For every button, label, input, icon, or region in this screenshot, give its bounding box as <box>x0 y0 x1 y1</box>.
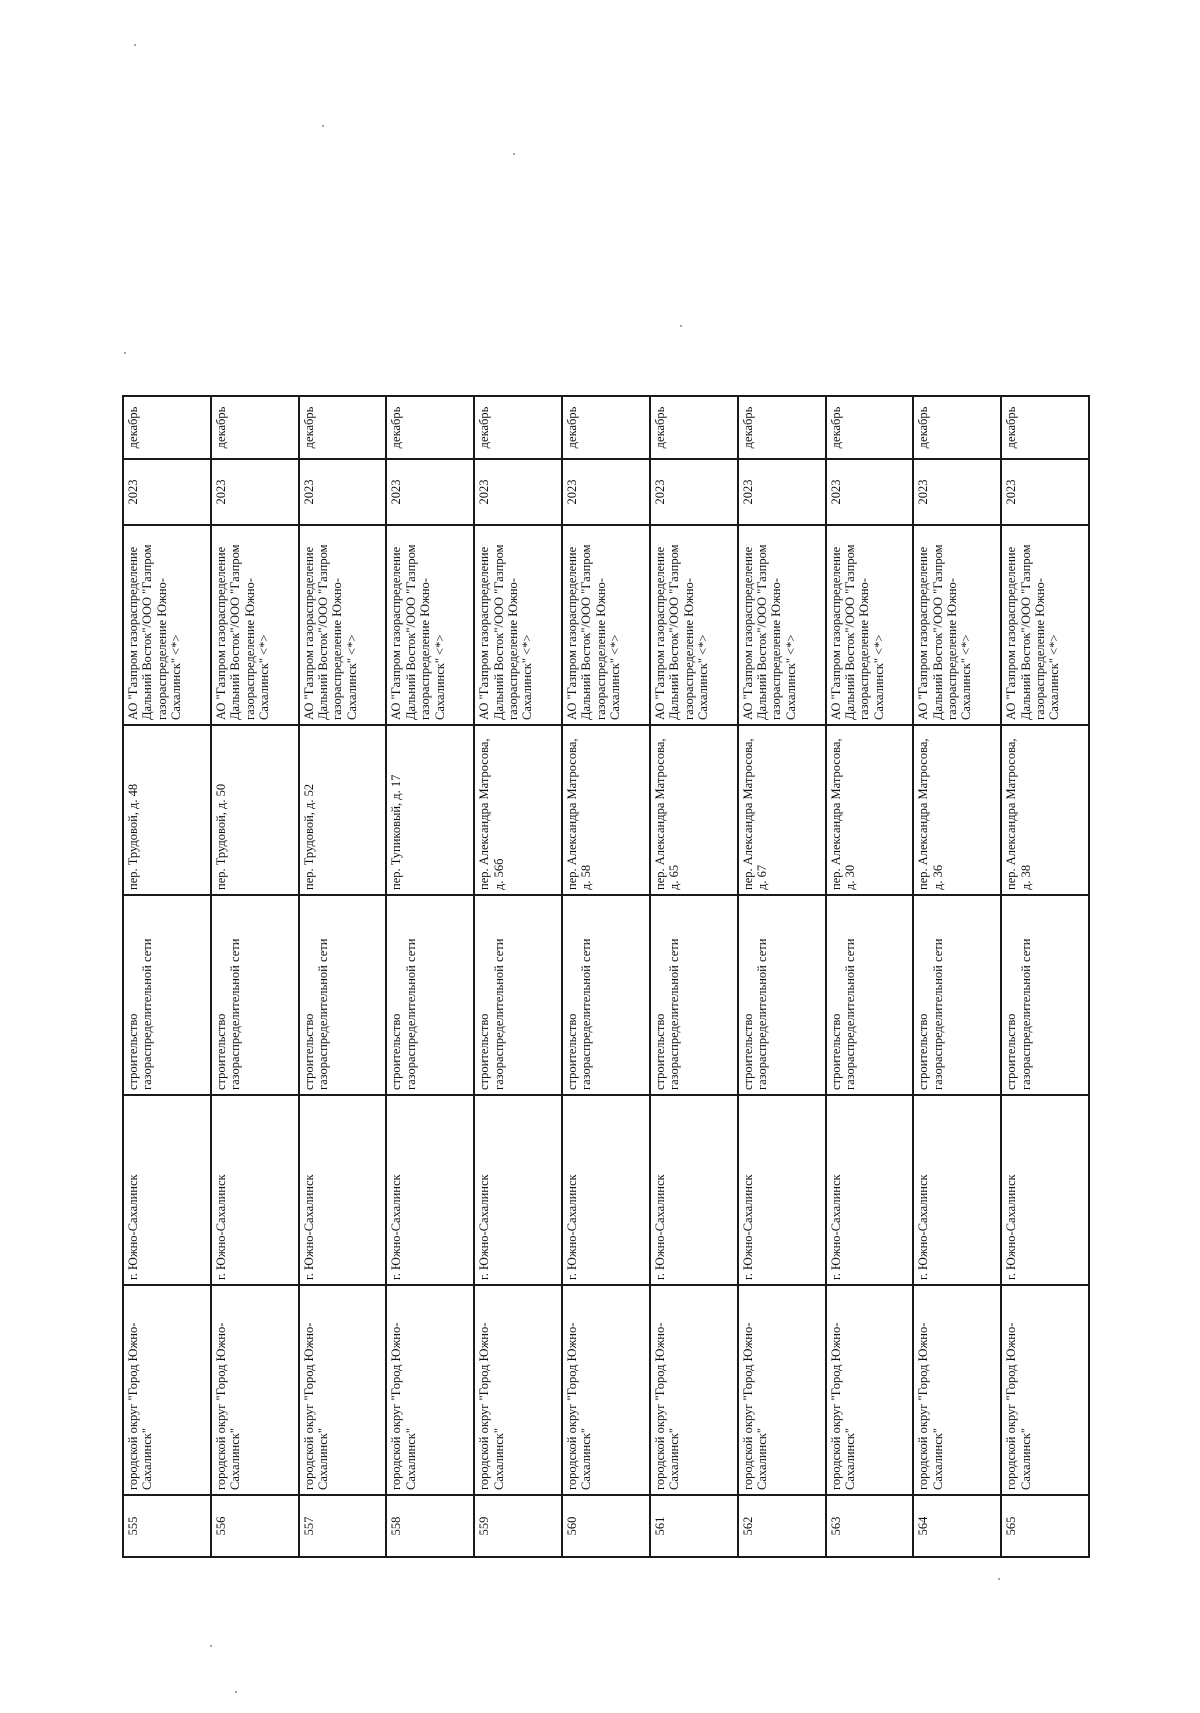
month-cell: декабрь <box>474 396 562 459</box>
municipality-cell: городской округ "Город Южно-Сахалинск" <box>738 1285 826 1495</box>
work-type-cell: строительство газораспределительной сети <box>1001 895 1089 1095</box>
municipality-cell: городской округ "Город Южно-Сахалинск" <box>211 1285 299 1495</box>
year-cell: 2023 <box>913 459 1001 525</box>
municipality-cell: городской округ "Город Южно-Сахалинск" <box>386 1285 474 1495</box>
rotated-table-container <box>122 397 1090 1558</box>
table-row <box>123 396 211 1557</box>
work-type-cell: строительство газораспределительной сети <box>826 895 914 1095</box>
organization-cell: АО "Газпром газораспределение Дальний Восток"/ООО "Газпром газораспределение Южно-Сахалинск" <*> <box>738 525 826 725</box>
organization-cell: АО "Газпром газораспределение Дальний Восток"/ООО "Газпром газораспределение Южно-Сахалинск" <*> <box>826 525 914 725</box>
table-row <box>826 396 914 1557</box>
municipality-cell: городской округ "Город Южно-Сахалинск" <box>826 1285 914 1495</box>
work-type-cell: строительство газораспределительной сети <box>299 895 387 1095</box>
table-row <box>650 396 738 1557</box>
month-cell: декабрь <box>123 396 211 459</box>
year-cell: 2023 <box>299 459 387 525</box>
scan-speck <box>235 1691 237 1693</box>
year-cell: 2023 <box>826 459 914 525</box>
year-cell: 2023 <box>123 459 211 525</box>
address-cell: пер. Александра Матросова, д. 56б <box>474 725 562 895</box>
address-cell: пер. Трудовой, д. 52 <box>299 725 387 895</box>
row-number: 556 <box>211 1495 299 1557</box>
year-cell: 2023 <box>562 459 650 525</box>
municipality-cell: городской округ "Город Южно-Сахалинск" <box>1001 1285 1089 1495</box>
scan-speck <box>322 125 324 127</box>
month-cell: декабрь <box>738 396 826 459</box>
address-cell: пер. Александра Матросова, д. 65 <box>650 725 738 895</box>
row-number: 559 <box>474 1495 562 1557</box>
organization-cell: АО "Газпром газораспределение Дальний Восток"/ООО "Газпром газораспределение Южно-Сахалинск" <*> <box>562 525 650 725</box>
year-cell: 2023 <box>1001 459 1089 525</box>
table-body <box>123 396 1089 1557</box>
organization-cell: АО "Газпром газораспределение Дальний Восток"/ООО "Газпром газораспределение Южно-Сахалинск" <*> <box>211 525 299 725</box>
month-cell: декабрь <box>1001 396 1089 459</box>
address-cell: пер. Трудовой, д. 48 <box>123 725 211 895</box>
month-cell: декабрь <box>299 396 387 459</box>
settlement-cell: г. Южно-Сахалинск <box>211 1095 299 1285</box>
settlement-cell: г. Южно-Сахалинск <box>386 1095 474 1285</box>
address-cell: пер. Александра Матросова, д. 58 <box>562 725 650 895</box>
settlement-cell: г. Южно-Сахалинск <box>826 1095 914 1285</box>
organization-cell: АО "Газпром газораспределение Дальний Восток"/ООО "Газпром газораспределение Южно-Сахалинск" <*> <box>1001 525 1089 725</box>
month-cell: декабрь <box>562 396 650 459</box>
table-row <box>562 396 650 1557</box>
settlement-cell: г. Южно-Сахалинск <box>299 1095 387 1285</box>
month-cell: декабрь <box>826 396 914 459</box>
scan-speck <box>998 1578 1000 1580</box>
year-cell: 2023 <box>474 459 562 525</box>
scan-speck <box>124 352 126 354</box>
address-cell: пер. Тупиковый, д. 17 <box>386 725 474 895</box>
row-number: 560 <box>562 1495 650 1557</box>
municipality-cell: городской округ "Город Южно-Сахалинск" <box>474 1285 562 1495</box>
work-type-cell: строительство газораспределительной сети <box>211 895 299 1095</box>
scan-speck <box>513 153 515 155</box>
municipality-cell: городской округ "Город Южно-Сахалинск" <box>562 1285 650 1495</box>
row-number: 561 <box>650 1495 738 1557</box>
year-cell: 2023 <box>386 459 474 525</box>
settlement-cell: г. Южно-Сахалинск <box>123 1095 211 1285</box>
municipality-cell: городской округ "Город Южно-Сахалинск" <box>650 1285 738 1495</box>
row-number: 555 <box>123 1495 211 1557</box>
row-number: 564 <box>913 1495 1001 1557</box>
table-row <box>1001 396 1089 1557</box>
month-cell: декабрь <box>211 396 299 459</box>
work-type-cell: строительство газораспределительной сети <box>913 895 1001 1095</box>
month-cell: декабрь <box>386 396 474 459</box>
organization-cell: АО "Газпром газораспределение Дальний Восток"/ООО "Газпром газораспределение Южно-Сахалинск" <*> <box>650 525 738 725</box>
table-row <box>474 396 562 1557</box>
scan-speck <box>680 325 682 327</box>
settlement-cell: г. Южно-Сахалинск <box>474 1095 562 1285</box>
table-row <box>738 396 826 1557</box>
organization-cell: АО "Газпром газораспределение Дальний Восток"/ООО "Газпром газораспределение Южно-Сахалинск" <*> <box>913 525 1001 725</box>
settlement-cell: г. Южно-Сахалинск <box>650 1095 738 1285</box>
row-number: 563 <box>826 1495 914 1557</box>
settlement-cell: г. Южно-Сахалинск <box>913 1095 1001 1285</box>
row-number: 562 <box>738 1495 826 1557</box>
address-cell: пер. Александра Матросова, д. 30 <box>826 725 914 895</box>
settlement-cell: г. Южно-Сахалинск <box>562 1095 650 1285</box>
month-cell: декабрь <box>913 396 1001 459</box>
scan-speck <box>134 44 136 46</box>
work-type-cell: строительство газораспределительной сети <box>650 895 738 1095</box>
address-cell: пер. Трудовой, д. 50 <box>211 725 299 895</box>
organization-cell: АО "Газпром газораспределение Дальний Восток"/ООО "Газпром газораспределение Южно-Сахалинск" <*> <box>386 525 474 725</box>
table-row <box>913 396 1001 1557</box>
work-type-cell: строительство газораспределительной сети <box>562 895 650 1095</box>
registry-table-wrapper <box>122 397 1090 1558</box>
year-cell: 2023 <box>738 459 826 525</box>
scan-speck <box>210 1645 212 1647</box>
year-cell: 2023 <box>650 459 738 525</box>
municipality-cell: городской округ "Город Южно-Сахалинск" <box>123 1285 211 1495</box>
row-number: 557 <box>299 1495 387 1557</box>
municipality-cell: городской округ "Город Южно-Сахалинск" <box>913 1285 1001 1495</box>
table-row <box>386 396 474 1557</box>
settlement-cell: г. Южно-Сахалинск <box>1001 1095 1089 1285</box>
table-row <box>299 396 387 1557</box>
row-number: 565 <box>1001 1495 1089 1557</box>
work-type-cell: строительство газораспределительной сети <box>738 895 826 1095</box>
gasification-registry-table <box>122 395 1090 1558</box>
address-cell: пер. Александра Матросова, д. 36 <box>913 725 1001 895</box>
work-type-cell: строительство газораспределительной сети <box>123 895 211 1095</box>
settlement-cell: г. Южно-Сахалинск <box>738 1095 826 1285</box>
organization-cell: АО "Газпром газораспределение Дальний Восток"/ООО "Газпром газораспределение Южно-Сахалинск" <*> <box>299 525 387 725</box>
organization-cell: АО "Газпром газораспределение Дальний Восток"/ООО "Газпром газораспределение Южно-Сахалинск" <*> <box>474 525 562 725</box>
row-number: 558 <box>386 1495 474 1557</box>
organization-cell: АО "Газпром газораспределение Дальний Восток"/ООО "Газпром газораспределение Южно-Сахалинск" <*> <box>123 525 211 725</box>
work-type-cell: строительство газораспределительной сети <box>386 895 474 1095</box>
municipality-cell: городской округ "Город Южно-Сахалинск" <box>299 1285 387 1495</box>
work-type-cell: строительство газораспределительной сети <box>474 895 562 1095</box>
year-cell: 2023 <box>211 459 299 525</box>
address-cell: пер. Александра Матросова, д. 67 <box>738 725 826 895</box>
table-row <box>211 396 299 1557</box>
address-cell: пер. Александра Матросова, д. 38 <box>1001 725 1089 895</box>
month-cell: декабрь <box>650 396 738 459</box>
